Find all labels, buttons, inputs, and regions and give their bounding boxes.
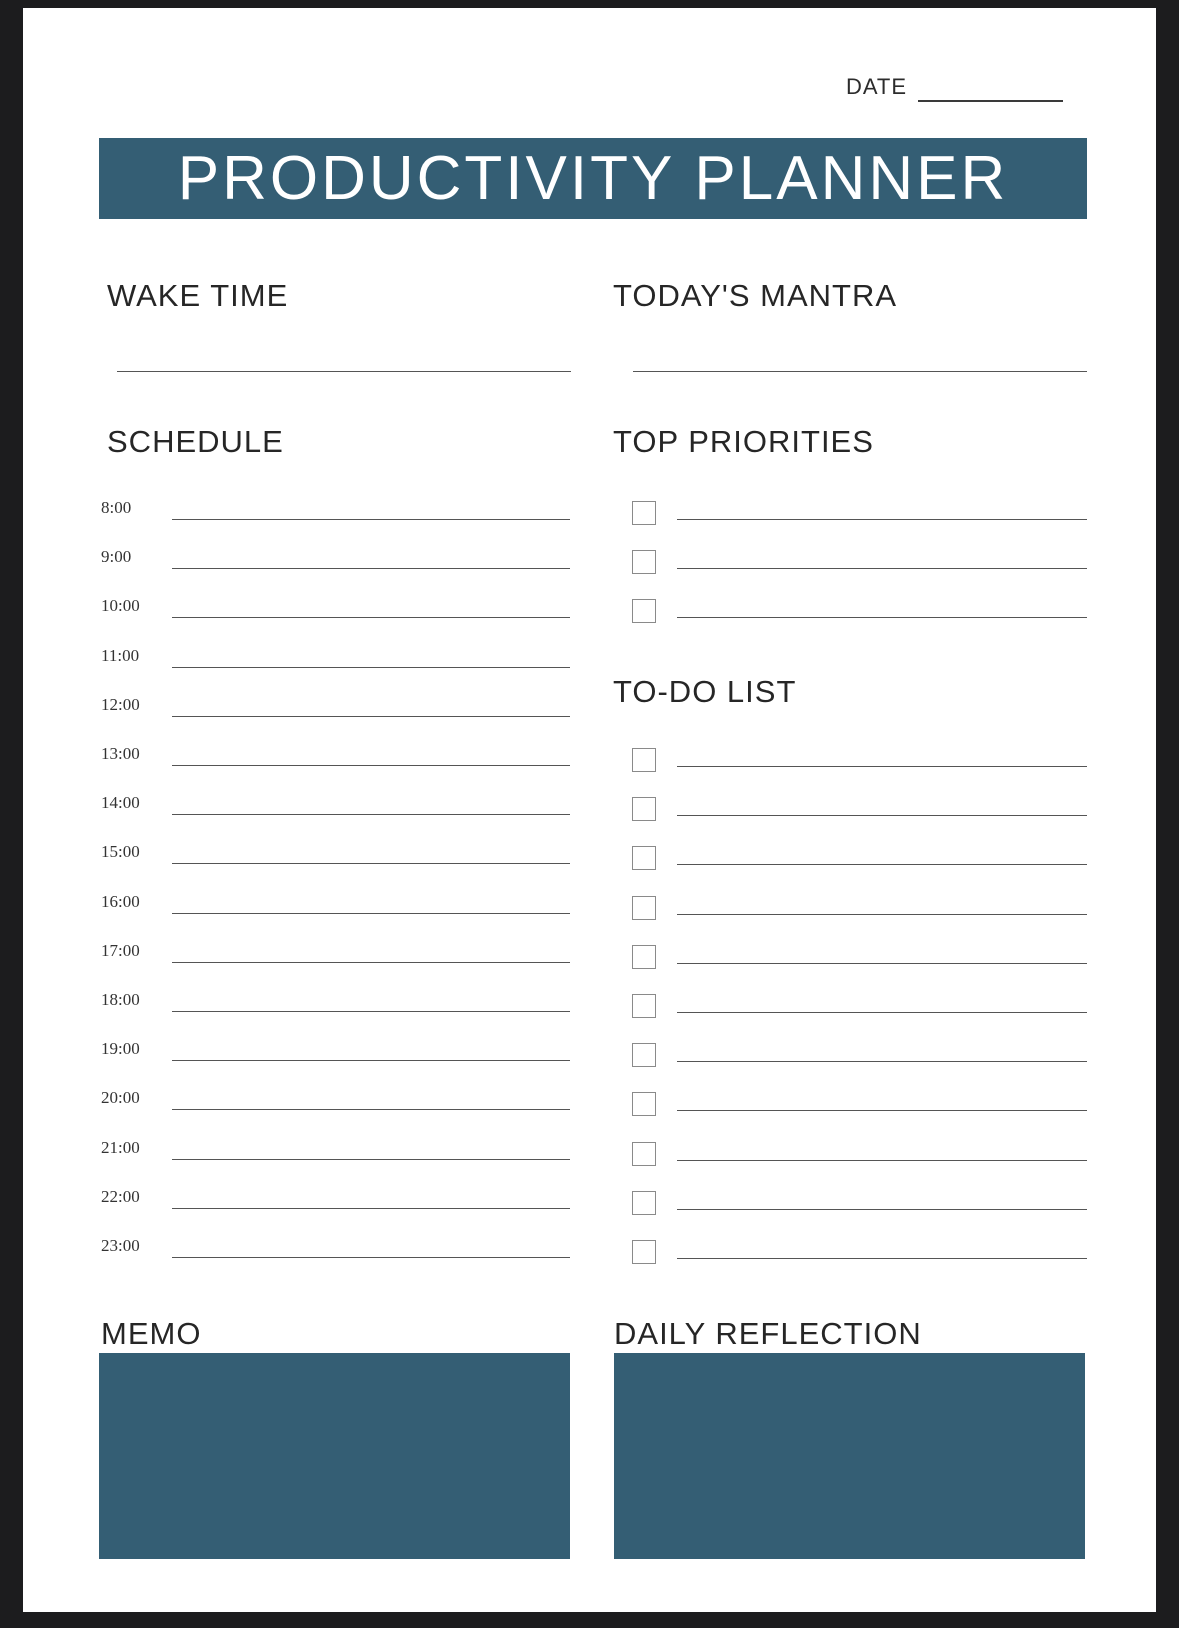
schedule-entry-line[interactable] <box>172 617 570 618</box>
schedule-entry-line[interactable] <box>172 913 570 914</box>
schedule-time-label: 10:00 <box>101 596 140 616</box>
schedule-time-label: 13:00 <box>101 744 140 763</box>
priority-entry-line[interactable] <box>677 519 1087 520</box>
memo-box[interactable] <box>99 1353 570 1559</box>
schedule-entry-line[interactable] <box>172 519 570 520</box>
wake-time-line[interactable] <box>117 371 571 372</box>
priority-checkbox[interactable] <box>632 501 656 525</box>
page-title: PRODUCTIVITY PLANNER <box>177 143 1009 213</box>
schedule-entry-line[interactable] <box>172 667 570 668</box>
schedule-entry-line[interactable] <box>172 1011 570 1012</box>
todo-entry-line[interactable] <box>677 914 1087 915</box>
wake-time-heading: WAKE TIME <box>107 278 289 313</box>
schedule-time-label: 18:00 <box>101 990 140 1009</box>
schedule-heading: SCHEDULE <box>107 424 284 459</box>
schedule-entry-line[interactable] <box>172 568 570 569</box>
priority-entry-line[interactable] <box>677 568 1087 569</box>
todo-checkbox[interactable] <box>632 994 656 1018</box>
todo-entry-line[interactable] <box>677 1110 1087 1111</box>
todo-checkbox[interactable] <box>632 1191 656 1215</box>
todo-entry-line[interactable] <box>677 1061 1087 1062</box>
schedule-time-label: 21:00 <box>101 1137 140 1157</box>
priority-checkbox[interactable] <box>632 599 656 623</box>
todo-checkbox[interactable] <box>632 896 656 920</box>
todo-entry-line[interactable] <box>677 864 1087 865</box>
schedule-entry-line[interactable] <box>172 716 570 717</box>
priority-checkbox[interactable] <box>632 550 656 574</box>
todo-checkbox[interactable] <box>632 748 656 772</box>
schedule-time-label: 15:00 <box>101 842 140 862</box>
todo-checkbox[interactable] <box>632 1142 656 1166</box>
todo-checkbox[interactable] <box>632 1092 656 1116</box>
schedule-time-label: 23:00 <box>101 1236 140 1255</box>
schedule-time-label: 14:00 <box>101 793 140 813</box>
schedule-time-label: 22:00 <box>101 1186 140 1206</box>
todo-checkbox[interactable] <box>632 1240 656 1264</box>
top-priorities-heading: TOP PRIORITIES <box>613 424 874 459</box>
daily-reflection-box[interactable] <box>614 1353 1085 1559</box>
todo-checkbox[interactable] <box>632 797 656 821</box>
todo-entry-line[interactable] <box>677 815 1087 816</box>
todo-checkbox[interactable] <box>632 846 656 870</box>
schedule-time-label: 9:00 <box>101 547 132 567</box>
schedule-time-label: 16:00 <box>101 891 140 911</box>
schedule-time-label: 11:00 <box>101 645 140 665</box>
schedule-entry-line[interactable] <box>172 1109 570 1110</box>
schedule-entry-line[interactable] <box>172 814 570 815</box>
title-banner <box>99 138 1087 219</box>
schedule-entry-line[interactable] <box>172 1208 570 1209</box>
schedule-time-label: 8:00 <box>101 498 132 517</box>
todo-heading: TO-DO LIST <box>613 674 797 709</box>
schedule-time-label: 19:00 <box>101 1039 140 1059</box>
schedule-entry-line[interactable] <box>172 1159 570 1160</box>
schedule-entry-line[interactable] <box>172 1060 570 1061</box>
schedule-entry-line[interactable] <box>172 765 570 766</box>
schedule-entry-line[interactable] <box>172 962 570 963</box>
schedule-entry-line[interactable] <box>172 863 570 864</box>
planner-page <box>23 8 1156 1612</box>
memo-heading: MEMO <box>101 1316 202 1351</box>
todo-entry-line[interactable] <box>677 1160 1087 1161</box>
schedule-time-label: 20:00 <box>101 1088 140 1108</box>
mantra-heading: TODAY'S MANTRA <box>613 278 898 313</box>
date-field-line[interactable] <box>918 100 1063 102</box>
todo-entry-line[interactable] <box>677 963 1087 964</box>
todo-entry-line[interactable] <box>677 1209 1087 1210</box>
todo-entry-line[interactable] <box>677 1258 1087 1259</box>
daily-reflection-heading: DAILY REFLECTION <box>614 1316 922 1351</box>
date-label: DATE <box>846 74 908 99</box>
todo-checkbox[interactable] <box>632 945 656 969</box>
mantra-line[interactable] <box>633 371 1087 372</box>
schedule-time-label: 12:00 <box>101 694 140 714</box>
todo-entry-line[interactable] <box>677 1012 1087 1013</box>
todo-entry-line[interactable] <box>677 766 1087 767</box>
schedule-time-label: 17:00 <box>101 940 140 960</box>
priority-entry-line[interactable] <box>677 617 1087 618</box>
schedule-entry-line[interactable] <box>172 1257 570 1258</box>
todo-checkbox[interactable] <box>632 1043 656 1067</box>
